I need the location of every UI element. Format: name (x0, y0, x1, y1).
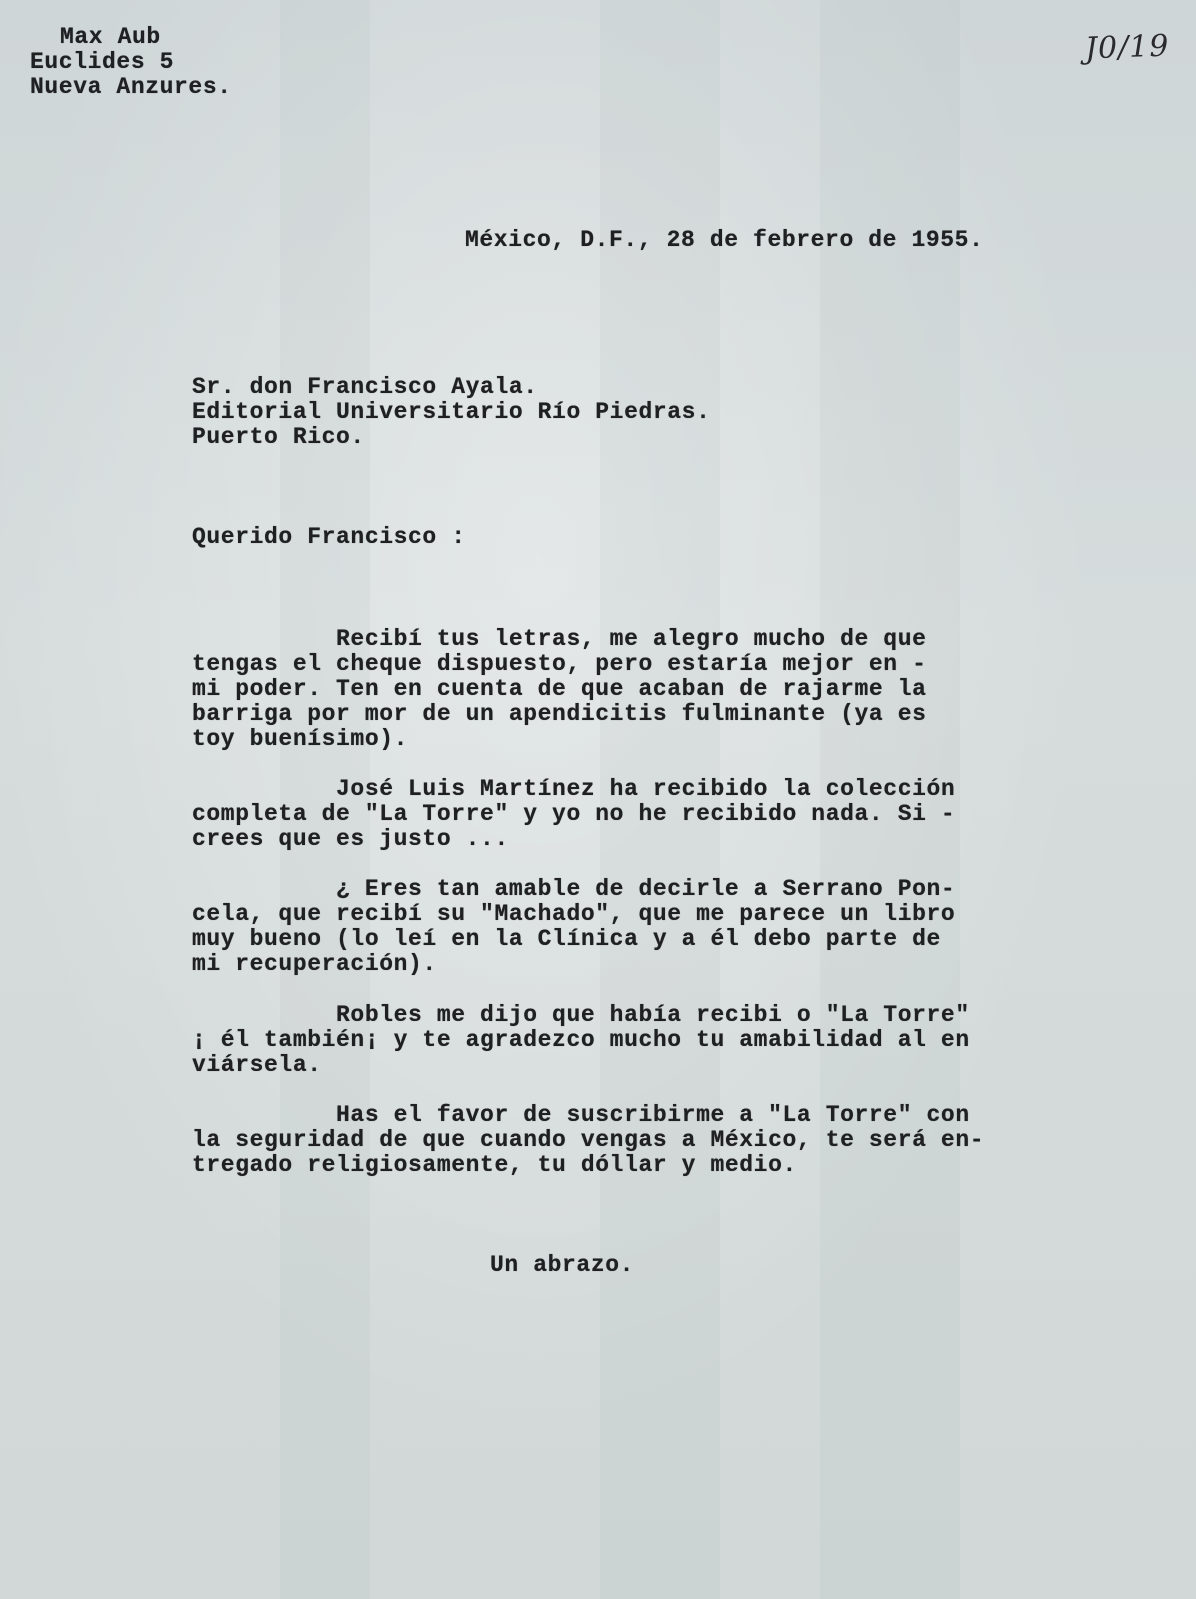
body-line: ¡ él también¡ y te agradezco mucho tu amabilidad al en (192, 1027, 970, 1053)
body-line: muy bueno (lo leí en la Clínica y a él debo parte de (192, 926, 941, 952)
body-line: crees que es justo ... (192, 826, 509, 852)
recipient-location: Puerto Rico. (192, 424, 365, 450)
body-line: mi recuperación). (192, 951, 437, 977)
closing: Un abrazo. (490, 1252, 635, 1278)
archive-mark: J0/19 (1084, 28, 1170, 67)
body-line: completa de "La Torre" y yo no he recibido nada. Si - (192, 801, 956, 827)
sender-name: Max Aub (60, 24, 161, 50)
body-line: tengas el cheque dispuesto, pero estaría mejor en - (192, 651, 927, 677)
body-line: Recibí tus letras, me alegro mucho de que (192, 626, 927, 652)
body-line: la seguridad de que cuando vengas a México, te será en- (192, 1127, 985, 1153)
salutation: Querido Francisco : (192, 524, 466, 550)
recipient-organization: Editorial Universitario Río Piedras. (192, 399, 711, 425)
sender-neighborhood: Nueva Anzures. (30, 74, 232, 100)
body-line: Robles me dijo que había recibi o "La Torre" (192, 1002, 970, 1028)
date-line: México, D.F., 28 de febrero de 1955. (465, 227, 984, 253)
body-line: ¿ Eres tan amable de decirle a Serrano Pon- (192, 876, 956, 902)
body-line: tregado religiosamente, tu dóllar y medio. (192, 1152, 797, 1178)
body-line: toy buenísimo). (192, 726, 409, 752)
sender-street: Euclides 5 (30, 49, 175, 75)
recipient-name: Sr. don Francisco Ayala. (192, 374, 538, 400)
body-line: barriga por mor de un apendicitis fulminante (ya es (192, 701, 927, 727)
body-line: José Luis Martínez ha recibido la colección (192, 776, 956, 802)
body-line: cela, que recibí su "Machado", que me parece un libro (192, 901, 956, 927)
body-line: Has el favor de suscribirme a "La Torre" con (192, 1102, 970, 1128)
body-line: viársela. (192, 1052, 322, 1078)
body-line: mi poder. Ten en cuenta de que acaban de rajarme la (192, 676, 927, 702)
